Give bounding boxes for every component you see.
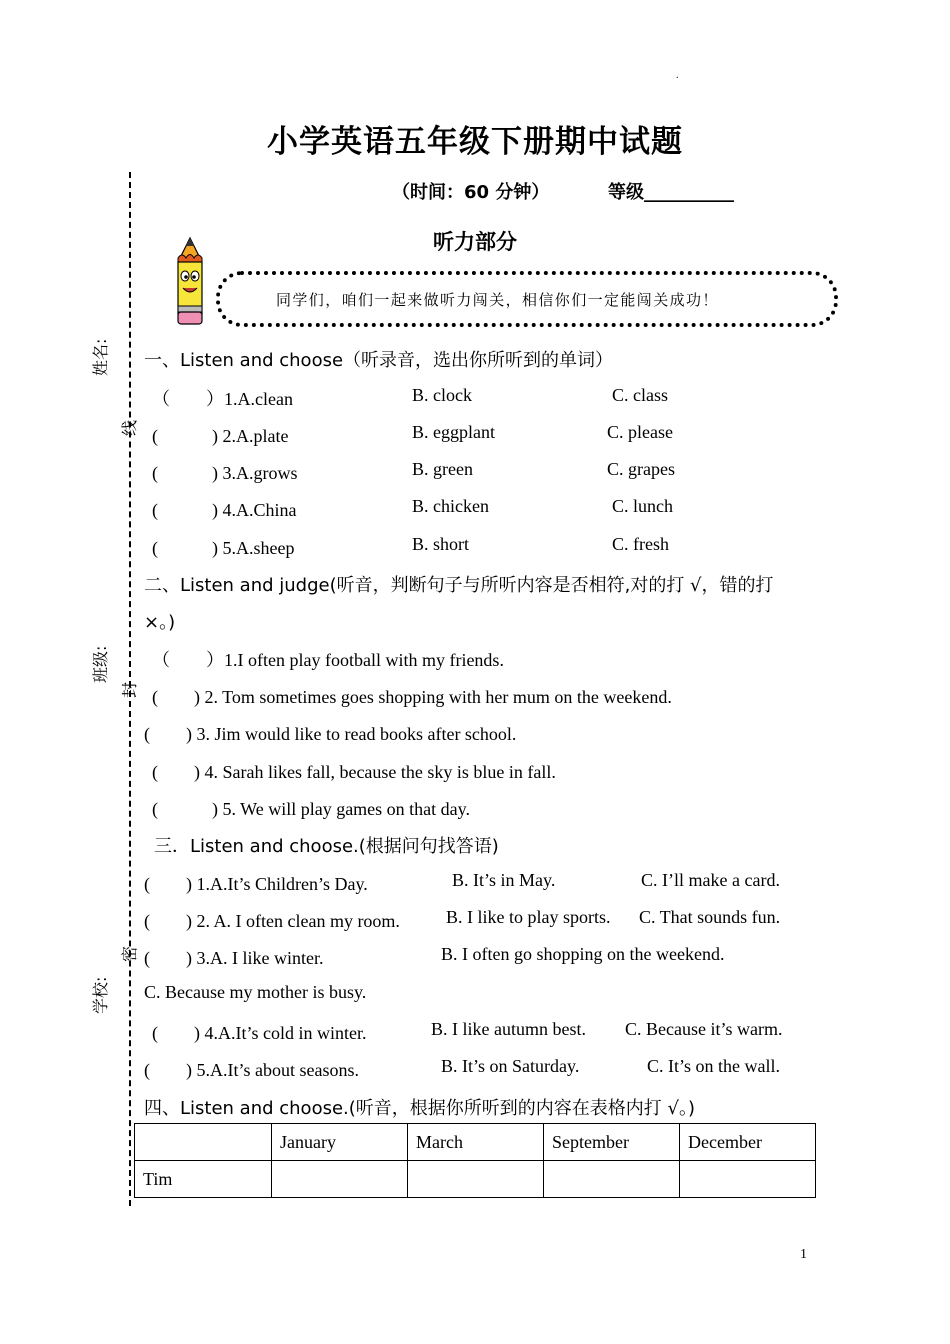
part3-q2-b: B. I like to play sports. bbox=[446, 907, 611, 927]
part1-item-4-c: C. lunch bbox=[612, 496, 673, 516]
part3-q5-a: ( ) 5.A.It’s about seasons. bbox=[144, 1060, 359, 1080]
encouragement-text: 同学们，咱们一起来做听力闯关，相信你们一定能闯关成功！ bbox=[276, 291, 719, 309]
part3-q4-c: C. Because it’s warm. bbox=[625, 1019, 783, 1039]
page-title: 小学英语五年级下册期中试题 bbox=[267, 124, 683, 160]
school-label: 学校: bbox=[91, 976, 110, 1014]
part3-q4-b: B. I like autumn best. bbox=[431, 1019, 586, 1039]
part1-item-2-a: ( ) 2.A.plate bbox=[152, 426, 289, 446]
binding-char-xian: 线 bbox=[120, 419, 139, 436]
table-header-cell: March bbox=[408, 1124, 544, 1161]
time-info: （时间：60 分钟） bbox=[392, 182, 550, 203]
table-header-cell: September bbox=[544, 1124, 680, 1161]
part3-q2-c: C. That sounds fun. bbox=[639, 907, 781, 927]
part1-item-4-b: B. chicken bbox=[412, 496, 489, 516]
part1-item-1-b: B. clock bbox=[412, 385, 472, 405]
part1-item-4-a: ( ) 4.A.China bbox=[152, 500, 297, 520]
part1-item-2-c: C. please bbox=[607, 422, 673, 442]
part1-item-5-b: B. short bbox=[412, 534, 470, 554]
table-cell[interactable] bbox=[680, 1161, 816, 1198]
part1-item-5-c: C. fresh bbox=[612, 534, 669, 554]
class-label: 班级: bbox=[91, 645, 110, 683]
part2-heading-cont: ×。) bbox=[144, 612, 176, 633]
part2-item-2: ( ) 2. Tom sometimes goes shopping with her mum on the weekend. bbox=[152, 687, 672, 707]
table-cell[interactable] bbox=[408, 1161, 544, 1198]
binding-char-mi: 密 bbox=[120, 945, 139, 962]
part3-q1-a: ( ) 1.A.It’s Children’s Day. bbox=[144, 874, 368, 894]
table-cell: Tim bbox=[135, 1161, 272, 1198]
part1-item-1-a: （ ）1.A.clean bbox=[152, 389, 293, 409]
table-header-row bbox=[135, 1124, 816, 1161]
table-cell[interactable] bbox=[272, 1161, 408, 1198]
part1-item-2-b: B. eggplant bbox=[412, 422, 495, 442]
part1-item-3-c: C. grapes bbox=[607, 459, 675, 479]
part2-item-4: ( ) 4. Sarah likes fall, because the sky is blue in fall. bbox=[152, 762, 556, 782]
page-marker-dot: . bbox=[676, 70, 679, 81]
table-header-cell: December bbox=[680, 1124, 816, 1161]
part2-heading: 二、Listen and judge(听音，判断句子与所听内容是否相符,对的打 √，错的打 bbox=[144, 575, 774, 596]
part3-q1-b: B. It’s in May. bbox=[452, 870, 556, 890]
part1-item-5-a: ( ) 5.A.sheep bbox=[152, 538, 295, 558]
part3-q5-c: C. It’s on the wall. bbox=[647, 1056, 780, 1076]
part2-item-5: ( ) 5. We will play games on that day. bbox=[152, 799, 470, 819]
table-header-cell: January bbox=[272, 1124, 408, 1161]
table-row bbox=[135, 1161, 816, 1198]
part2-item-1: （ ）1.I often play football with my friends. bbox=[152, 650, 504, 670]
part3-q3-b: B. I often go shopping on the weekend. bbox=[441, 944, 725, 964]
listening-section-heading: 听力部分 bbox=[433, 230, 517, 254]
part3-q2-a: ( ) 2. A. I often clean my room. bbox=[144, 911, 400, 931]
part3-q1-c: C. I’ll make a card. bbox=[641, 870, 780, 890]
table-cell[interactable] bbox=[544, 1161, 680, 1198]
part3-q5-b: B. It’s on Saturday. bbox=[441, 1056, 580, 1076]
part3-q3-a: ( ) 3.A. I like winter. bbox=[144, 948, 324, 968]
part3-q3-c: C. Because my mother is busy. bbox=[144, 982, 367, 1002]
page-number: 1 bbox=[800, 1247, 807, 1262]
part1-item-1-c: C. class bbox=[612, 385, 668, 405]
months-table bbox=[134, 1123, 816, 1198]
part1-heading: 一、Listen and choose（听录音，选出你所听到的单词） bbox=[144, 350, 614, 371]
part1-item-3-a: ( ) 3.A.grows bbox=[152, 463, 298, 483]
part3-q4-a: ( ) 4.A.It’s cold in winter. bbox=[152, 1023, 367, 1043]
pencil-mascot-icon bbox=[170, 236, 210, 330]
name-label: 姓名: bbox=[91, 338, 110, 376]
table-header-cell bbox=[135, 1124, 272, 1161]
part3-heading: 三．Listen and choose.(根据问句找答语) bbox=[154, 836, 499, 857]
part2-item-3: ( ) 3. Jim would like to read books after school. bbox=[144, 724, 517, 744]
grade-field: 等级__________ bbox=[608, 182, 734, 203]
part4-heading: 四、Listen and choose.(听音，根据你所听到的内容在表格内打 √。) bbox=[144, 1098, 695, 1119]
part1-item-3-b: B. green bbox=[412, 459, 473, 479]
binding-char-feng: 封 bbox=[120, 681, 139, 698]
